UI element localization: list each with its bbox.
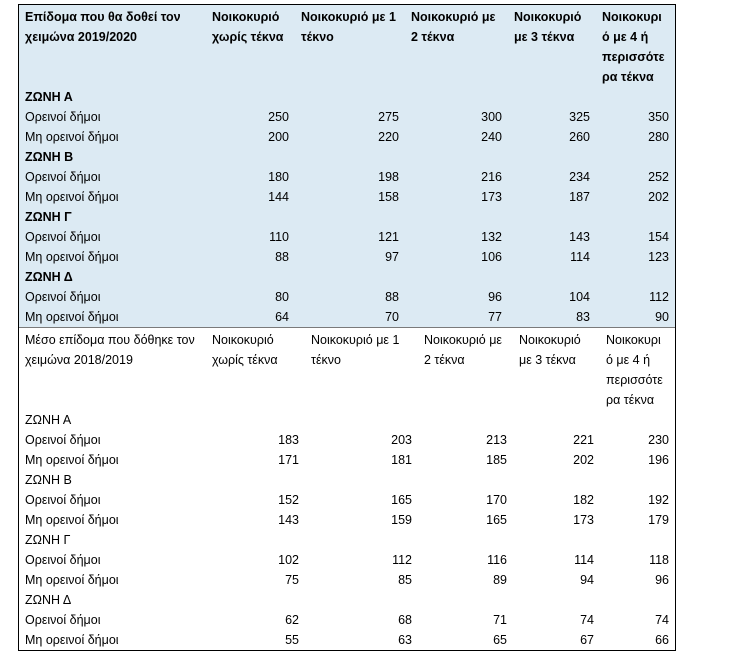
value-cell: 350 — [596, 107, 675, 127]
zone-row — [19, 87, 675, 107]
table-row — [19, 450, 675, 470]
value-cell: 80 — [206, 287, 295, 307]
value-cell: 192 — [600, 490, 675, 510]
value-cell: 116 — [418, 550, 513, 570]
value-cell: 132 — [405, 227, 508, 247]
value-cell: 179 — [600, 510, 675, 530]
value-cell: 252 — [596, 167, 675, 187]
empty-cell — [305, 530, 418, 550]
table-title: Μέσο επίδομα που δόθηκε τον χειμώνα 2018/2019 — [19, 328, 206, 411]
row-label: Μη ορεινοί δήμοι — [19, 187, 206, 207]
empty-cell — [600, 590, 675, 610]
empty-cell — [513, 410, 600, 430]
column-header: Νοικοκυριό χωρίς τέκνα — [206, 5, 295, 87]
value-cell: 158 — [295, 187, 405, 207]
value-cell: 88 — [206, 247, 295, 267]
empty-cell — [418, 590, 513, 610]
column-header: Νοικοκυρι ό με 4 ή περισσότε ρα τέκνα — [600, 328, 675, 411]
value-cell: 202 — [596, 187, 675, 207]
value-cell: 180 — [206, 167, 295, 187]
value-cell: 171 — [206, 450, 305, 470]
empty-cell — [206, 87, 295, 107]
table-title: Επίδομα που θα δοθεί τον χειμώνα 2019/2020 — [19, 5, 206, 87]
row-label: Μη ορεινοί δήμοι — [19, 127, 206, 147]
value-cell: 143 — [206, 510, 305, 530]
value-cell: 96 — [600, 570, 675, 590]
row-label: Μη ορεινοί δήμοι — [19, 450, 206, 470]
value-cell: 221 — [513, 430, 600, 450]
value-cell: 110 — [206, 227, 295, 247]
empty-cell — [295, 267, 405, 287]
value-cell: 200 — [206, 127, 295, 147]
value-cell: 198 — [295, 167, 405, 187]
value-cell: 181 — [305, 450, 418, 470]
value-cell: 114 — [508, 247, 596, 267]
value-cell: 280 — [596, 127, 675, 147]
value-cell: 62 — [206, 610, 305, 630]
value-cell: 74 — [513, 610, 600, 630]
value-cell: 112 — [305, 550, 418, 570]
empty-cell — [305, 410, 418, 430]
value-cell: 77 — [405, 307, 508, 327]
row-label: Ορεινοί δήμοι — [19, 167, 206, 187]
value-cell: 154 — [596, 227, 675, 247]
column-header: Νοικοκυριό με 1 τέκνο — [295, 5, 405, 87]
empty-cell — [206, 147, 295, 167]
value-cell: 123 — [596, 247, 675, 267]
value-cell: 260 — [508, 127, 596, 147]
value-cell: 216 — [405, 167, 508, 187]
empty-cell — [295, 87, 405, 107]
value-cell: 112 — [596, 287, 675, 307]
zone-row — [19, 267, 675, 287]
row-label: Ορεινοί δήμοι — [19, 610, 206, 630]
row-label: Μη ορεινοί δήμοι — [19, 247, 206, 267]
empty-cell — [405, 87, 508, 107]
table-row — [19, 227, 675, 247]
empty-cell — [508, 207, 596, 227]
table-row — [19, 490, 675, 510]
value-cell: 94 — [513, 570, 600, 590]
empty-cell — [418, 530, 513, 550]
allowance-table-2018-2019 — [19, 327, 675, 650]
table-row — [19, 287, 675, 307]
row-label: Ορεινοί δήμοι — [19, 550, 206, 570]
value-cell: 187 — [508, 187, 596, 207]
empty-cell — [206, 470, 305, 490]
value-cell: 114 — [513, 550, 600, 570]
zone-label: ΖΩΝΗ Α — [19, 87, 206, 107]
row-label: Μη ορεινοί δήμοι — [19, 570, 206, 590]
table-row — [19, 247, 675, 267]
row-label: Ορεινοί δήμοι — [19, 107, 206, 127]
column-header: Νοικοκυριό χωρίς τέκνα — [206, 328, 305, 411]
value-cell: 230 — [600, 430, 675, 450]
zone-row — [19, 207, 675, 227]
zone-label: ΖΩΝΗ Γ — [19, 207, 206, 227]
value-cell: 118 — [600, 550, 675, 570]
value-cell: 85 — [305, 570, 418, 590]
value-cell: 220 — [295, 127, 405, 147]
row-label: Μη ορεινοί δήμοι — [19, 307, 206, 327]
empty-cell — [513, 590, 600, 610]
value-cell: 55 — [206, 630, 305, 650]
table-row — [19, 307, 675, 327]
empty-cell — [600, 530, 675, 550]
value-cell: 65 — [418, 630, 513, 650]
row-label: Μη ορεινοί δήμοι — [19, 630, 206, 650]
zone-label: ΖΩΝΗ Δ — [19, 267, 206, 287]
value-cell: 66 — [600, 630, 675, 650]
value-cell: 106 — [405, 247, 508, 267]
value-cell: 90 — [596, 307, 675, 327]
value-cell: 68 — [305, 610, 418, 630]
value-cell: 102 — [206, 550, 305, 570]
column-header: Νοικοκυριό με 3 τέκνα — [513, 328, 600, 411]
row-label: Ορεινοί δήμοι — [19, 430, 206, 450]
empty-cell — [305, 590, 418, 610]
empty-cell — [305, 470, 418, 490]
value-cell: 203 — [305, 430, 418, 450]
empty-cell — [405, 267, 508, 287]
empty-cell — [513, 530, 600, 550]
zone-row — [19, 530, 675, 550]
zone-label: ΖΩΝΗ Δ — [19, 590, 206, 610]
column-header: Νοικοκυριό με 2 τέκνα — [405, 5, 508, 87]
empty-cell — [596, 267, 675, 287]
value-cell: 183 — [206, 430, 305, 450]
zone-label: ΖΩΝΗ Β — [19, 470, 206, 490]
value-cell: 152 — [206, 490, 305, 510]
header-row — [19, 5, 675, 87]
empty-cell — [596, 207, 675, 227]
zone-row — [19, 470, 675, 490]
table-row — [19, 107, 675, 127]
zone-row — [19, 410, 675, 430]
zone-row — [19, 590, 675, 610]
empty-cell — [206, 590, 305, 610]
value-cell: 159 — [305, 510, 418, 530]
table-row — [19, 550, 675, 570]
empty-cell — [508, 147, 596, 167]
value-cell: 104 — [508, 287, 596, 307]
value-cell: 165 — [418, 510, 513, 530]
table-row — [19, 610, 675, 630]
table-row — [19, 187, 675, 207]
value-cell: 250 — [206, 107, 295, 127]
row-label: Μη ορεινοί δήμοι — [19, 510, 206, 530]
empty-cell — [206, 267, 295, 287]
empty-cell — [513, 470, 600, 490]
value-cell: 83 — [508, 307, 596, 327]
table-body — [19, 328, 675, 651]
value-cell: 202 — [513, 450, 600, 470]
value-cell: 144 — [206, 187, 295, 207]
zone-label: ΖΩΝΗ Β — [19, 147, 206, 167]
value-cell: 71 — [418, 610, 513, 630]
table-row — [19, 570, 675, 590]
value-cell: 185 — [418, 450, 513, 470]
empty-cell — [508, 87, 596, 107]
value-cell: 143 — [508, 227, 596, 247]
row-label: Ορεινοί δήμοι — [19, 287, 206, 307]
value-cell: 196 — [600, 450, 675, 470]
value-cell: 240 — [405, 127, 508, 147]
value-cell: 67 — [513, 630, 600, 650]
value-cell: 234 — [508, 167, 596, 187]
value-cell: 89 — [418, 570, 513, 590]
value-cell: 75 — [206, 570, 305, 590]
empty-cell — [418, 470, 513, 490]
column-header: Νοικοκυρι ό με 4 ή περισσότε ρα τέκνα — [596, 5, 675, 87]
empty-cell — [600, 410, 675, 430]
value-cell: 96 — [405, 287, 508, 307]
empty-cell — [418, 410, 513, 430]
header-row — [19, 328, 675, 411]
empty-cell — [206, 410, 305, 430]
value-cell: 97 — [295, 247, 405, 267]
value-cell: 63 — [305, 630, 418, 650]
value-cell: 70 — [295, 307, 405, 327]
value-cell: 74 — [600, 610, 675, 630]
empty-cell — [405, 147, 508, 167]
value-cell: 325 — [508, 107, 596, 127]
table-row — [19, 510, 675, 530]
row-label: Ορεινοί δήμοι — [19, 490, 206, 510]
empty-cell — [206, 207, 295, 227]
empty-cell — [596, 147, 675, 167]
empty-cell — [405, 207, 508, 227]
table-row — [19, 167, 675, 187]
value-cell: 173 — [513, 510, 600, 530]
column-header: Νοικοκυριό με 3 τέκνα — [508, 5, 596, 87]
empty-cell — [295, 207, 405, 227]
column-header: Νοικοκυριό με 2 τέκνα — [418, 328, 513, 411]
allowance-table-2019-2020 — [19, 5, 675, 327]
empty-cell — [206, 530, 305, 550]
heating-allowance-document — [18, 4, 676, 651]
value-cell: 300 — [405, 107, 508, 127]
value-cell: 165 — [305, 490, 418, 510]
row-label: Ορεινοί δήμοι — [19, 227, 206, 247]
value-cell: 275 — [295, 107, 405, 127]
value-cell: 88 — [295, 287, 405, 307]
value-cell: 182 — [513, 490, 600, 510]
value-cell: 213 — [418, 430, 513, 450]
column-header: Νοικοκυριό με 1 τέκνο — [305, 328, 418, 411]
empty-cell — [600, 470, 675, 490]
value-cell: 170 — [418, 490, 513, 510]
empty-cell — [508, 267, 596, 287]
value-cell: 121 — [295, 227, 405, 247]
zone-label: ΖΩΝΗ Α — [19, 410, 206, 430]
value-cell: 64 — [206, 307, 295, 327]
empty-cell — [295, 147, 405, 167]
value-cell: 173 — [405, 187, 508, 207]
table-row — [19, 127, 675, 147]
zone-row — [19, 147, 675, 167]
empty-cell — [596, 87, 675, 107]
zone-label: ΖΩΝΗ Γ — [19, 530, 206, 550]
table-row — [19, 430, 675, 450]
table-body — [19, 5, 675, 327]
table-row — [19, 630, 675, 650]
